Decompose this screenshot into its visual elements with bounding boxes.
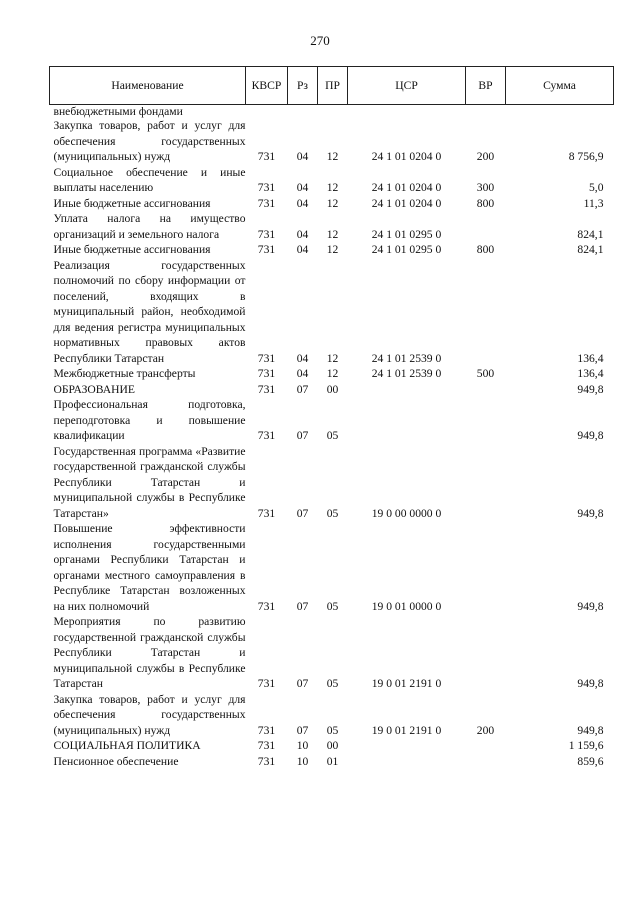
- row-rz: 07: [296, 429, 309, 442]
- row-name: Профессиональная подготовка, переподготовка и повышение квалификации: [53, 398, 246, 442]
- row-rz: 10: [296, 754, 309, 768]
- header-csr: ЦСР: [348, 67, 466, 105]
- row-sum: 949,8: [577, 677, 604, 690]
- row-kvsr: 731: [257, 351, 276, 365]
- row-pr: 05: [326, 429, 339, 442]
- table-row: [50, 738, 614, 754]
- row-name: Государственная программа «Развитие государственной гражданской службы Республики Татарстан и муниципальной службы в Республике Татарстан»: [53, 444, 246, 520]
- row-kvsr: 731: [257, 677, 276, 690]
- row-kvsr: 731: [257, 243, 276, 256]
- table-row: [50, 754, 614, 770]
- row-vr: [466, 105, 506, 119]
- row-csr: [348, 397, 466, 444]
- row-name: Закупка товаров, работ и услуг для обеспечения государственных (муниципальных) нужд: [53, 119, 246, 163]
- row-pr: 12: [326, 367, 339, 380]
- row-pr: 05: [326, 599, 339, 613]
- table-row: [50, 196, 614, 212]
- row-kvsr: [246, 105, 288, 119]
- row-vr: 200: [476, 150, 495, 163]
- row-csr: 24 1 01 0204 0: [371, 196, 442, 210]
- row-pr: 05: [326, 506, 339, 520]
- row-pr: 12: [326, 351, 339, 365]
- table-row: [50, 105, 614, 119]
- row-csr: [348, 738, 466, 754]
- table-row: [50, 258, 614, 367]
- row-name: Пенсионное обеспечение: [53, 754, 179, 768]
- row-pr: 12: [326, 243, 339, 256]
- table-row: [50, 366, 614, 382]
- table-row: [50, 521, 614, 614]
- table-row: [50, 118, 614, 165]
- row-sum: 11,3: [583, 196, 604, 210]
- row-sum: 824,1: [577, 227, 604, 241]
- row-name: Мероприятия по развитию государственной гражданской службы Республики Татарстан и муниципальной службы в Республике Татарстан: [53, 615, 246, 690]
- row-name: Иные бюджетные ассигнования: [53, 196, 211, 210]
- table-row: [50, 382, 614, 398]
- row-sum: 859,6: [577, 754, 604, 768]
- row-rz: 07: [296, 723, 309, 737]
- row-vr: [466, 521, 506, 614]
- table-row: [50, 614, 614, 692]
- row-kvsr: 731: [257, 506, 276, 520]
- row-name: Социальное обеспечение и иные выплаты населению: [53, 165, 246, 194]
- row-csr: 19 0 01 2191 0: [371, 723, 442, 737]
- row-csr: [348, 382, 466, 398]
- row-vr: [466, 738, 506, 754]
- row-sum: 1 159,6: [568, 739, 604, 752]
- row-sum: 136,4: [577, 367, 604, 380]
- row-pr: 00: [326, 739, 339, 752]
- row-name: Иные бюджетные ассигнования: [53, 243, 211, 256]
- table-row: [50, 242, 614, 258]
- row-sum: 8 756,9: [568, 150, 604, 163]
- row-rz: 04: [296, 181, 309, 194]
- row-rz: 04: [296, 227, 309, 241]
- row-sum: 5,0: [589, 181, 604, 194]
- header-sum: Сумма: [506, 67, 614, 105]
- row-rz: 04: [296, 243, 309, 256]
- row-pr: 12: [326, 181, 339, 194]
- row-sum: 949,8: [577, 429, 604, 442]
- row-kvsr: 731: [257, 227, 276, 241]
- row-pr: 00: [326, 382, 339, 396]
- row-name: Уплата налога на имущество организаций и земельного налога: [53, 212, 246, 241]
- row-rz: 04: [296, 351, 309, 365]
- row-pr: [318, 105, 348, 119]
- row-sum: 949,8: [577, 723, 604, 737]
- row-pr: 05: [326, 723, 339, 737]
- row-pr: 01: [326, 754, 339, 768]
- row-csr: 24 1 01 0295 0: [371, 227, 442, 241]
- row-vr: [466, 211, 506, 242]
- row-rz: 07: [296, 599, 309, 613]
- row-pr: 05: [326, 677, 339, 690]
- row-kvsr: 731: [257, 367, 276, 380]
- row-vr: [466, 754, 506, 770]
- budget-table: [49, 66, 614, 769]
- row-sum: 136,4: [577, 351, 604, 365]
- table-header-row: [50, 67, 614, 105]
- row-rz: 07: [296, 506, 309, 520]
- row-csr: 24 1 01 0295 0: [371, 243, 442, 256]
- row-kvsr: 731: [257, 754, 276, 768]
- table-row: [50, 397, 614, 444]
- row-name: внебюджетными фондами: [53, 105, 183, 118]
- row-csr: 24 1 01 0204 0: [371, 150, 442, 163]
- row-vr: [466, 397, 506, 444]
- row-kvsr: 731: [257, 723, 276, 737]
- table-row: [50, 211, 614, 242]
- row-rz: 07: [296, 382, 309, 396]
- row-kvsr: 731: [257, 196, 276, 210]
- row-rz: 04: [296, 150, 309, 163]
- row-name: Закупка товаров, работ и услуг для обеспечения государственных (муниципальных) нужд: [53, 692, 246, 737]
- row-kvsr: 731: [257, 429, 276, 442]
- row-kvsr: 731: [257, 739, 276, 752]
- row-vr: 200: [476, 723, 495, 737]
- table-body: [50, 105, 614, 770]
- row-csr: 24 1 01 0204 0: [371, 181, 442, 194]
- row-csr: 19 0 00 0000 0: [371, 506, 442, 520]
- row-rz: 04: [296, 367, 309, 380]
- table-row: [50, 165, 614, 196]
- row-csr: 19 0 01 2191 0: [371, 677, 442, 690]
- row-pr: 12: [326, 227, 339, 241]
- row-vr: 800: [476, 243, 495, 256]
- row-name: Межбюджетные трансферты: [53, 367, 196, 380]
- header-vr: ВР: [466, 67, 506, 105]
- row-vr: [466, 444, 506, 522]
- row-vr: 500: [476, 367, 495, 380]
- row-sum: [506, 105, 614, 119]
- row-pr: 12: [326, 150, 339, 163]
- page-number: 270: [310, 33, 330, 48]
- row-kvsr: 731: [257, 150, 276, 163]
- row-sum: 949,8: [577, 506, 604, 520]
- row-sum: 824,1: [577, 243, 604, 256]
- row-vr: [466, 382, 506, 398]
- row-name: СОЦИАЛЬНАЯ ПОЛИТИКА: [53, 739, 201, 752]
- row-name: ОБРАЗОВАНИЕ: [53, 382, 135, 396]
- row-name: Повышение эффективности исполнения государственными органами Республики Татарстан и органами местного самоуправления в Республике Татарстан возложенных на них полномочий: [53, 522, 246, 613]
- row-sum: 949,8: [577, 599, 604, 613]
- row-vr: [466, 614, 506, 692]
- row-kvsr: 731: [257, 599, 276, 613]
- row-csr: 24 1 01 2539 0: [371, 367, 442, 380]
- row-csr: 24 1 01 2539 0: [371, 351, 442, 365]
- row-vr: [466, 258, 506, 367]
- row-name: Реализация государственных полномочий по сбору информации от поселений, входящих в муниципальный район, необходимой для ведения регистра муниципальных нормативных правовых актов Республики Татарстан: [53, 258, 246, 365]
- table-row: [50, 444, 614, 522]
- header-kvsr: КВСР: [246, 67, 288, 105]
- table-row: [50, 692, 614, 739]
- header-rz: Рз: [288, 67, 318, 105]
- row-kvsr: 731: [257, 382, 276, 396]
- row-pr: 12: [326, 196, 339, 210]
- row-vr: 300: [476, 181, 495, 194]
- row-sum: 949,8: [577, 382, 604, 396]
- header-pr: ПР: [318, 67, 348, 105]
- row-csr: [348, 105, 466, 119]
- row-vr: 800: [476, 196, 495, 210]
- row-csr: 19 0 01 0000 0: [371, 599, 442, 613]
- row-csr: [348, 754, 466, 770]
- row-rz: [288, 105, 318, 119]
- row-kvsr: 731: [257, 181, 276, 194]
- row-rz: 04: [296, 196, 309, 210]
- header-name: Наименование: [50, 67, 246, 105]
- row-rz: 10: [296, 739, 309, 752]
- row-rz: 07: [296, 677, 309, 690]
